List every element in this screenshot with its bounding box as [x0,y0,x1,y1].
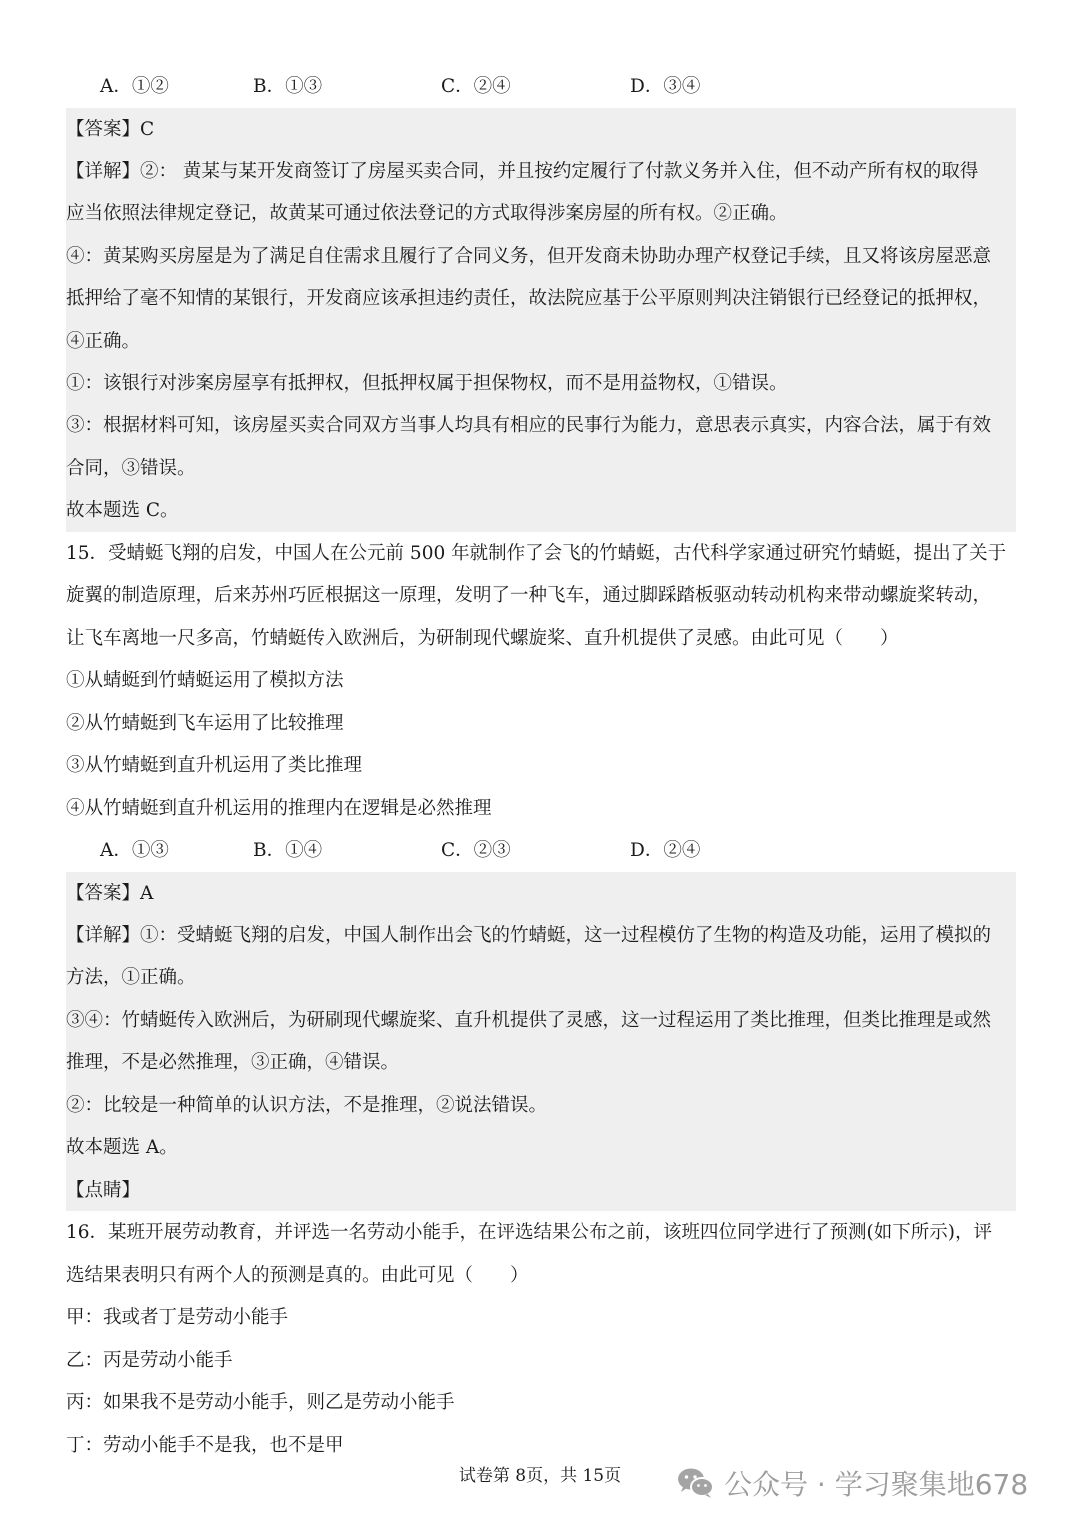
q16-stem-line: 选结果表明只有两个人的预测是真的。由此可见（ ） [66,1265,529,1286]
q14-options [0,74,1080,100]
q14-explanation-line: 【详解】②： 黄某与某开发商签订了房屋买卖合同，并且按约定履行了付款义务并入住，但不动产所有权的取得 [66,161,979,182]
q15-stem-line: 旋翼的制造原理，后来苏州巧匠根据这一原理，发明了一种飞车，通过脚踩踏板驱动转动机构来带动螺旋桨转动， [66,585,992,606]
q15-statement: ④从竹蜻蜓到直升机运用的推理内在逻辑是必然推理 [66,798,492,819]
answer-value: A [140,883,154,904]
q14-explanation-line: 应当依照法律规定登记，故黄某可通过依法登记的方式取得涉案房屋的所有权。②正确。 [66,203,788,224]
watermark-text: 公众号 · 学习聚集地678 [724,1468,1029,1501]
q15-comment-label: 【点睛】 [66,1180,141,1201]
q15-explanation-line: ③④：竹蜻蜓传入欧洲后，为研刷现代螺旋桨、直升机提供了灵感，这一过程运用了类比推理，但类比推理是或然 [66,1010,992,1031]
wechat-icon [676,1466,716,1500]
q15-stem-line: 让飞车离地一尺多高，竹蜻蜓传入欧洲后，为研制现代螺旋桨、直升机提供了灵感。由此可见（ ） [66,628,899,649]
q14-option-a: A．①② [100,76,169,97]
answer-value: C [140,119,155,140]
q16-statement: 甲：我或者丁是劳动小能手 [66,1307,289,1328]
q15-option-c: C．②③ [441,840,511,861]
q15-explanation-line: 推理，不是必然推理，③正确，④错误。 [66,1052,400,1073]
q16-stem-line: 16．某班开展劳动教育，并评选一名劳动小能手，在评选结果公布之前，该班四位同学进行了预测(如下所示)，评 [66,1222,992,1243]
q15-statement: ①从蜻蜓到竹蜻蜓运用了模拟方法 [66,670,344,691]
q15-explanation-line: 【详解】①：受蜻蜓飞翔的启发，中国人制作出会飞的竹蜻蜓，这一过程模仿了生物的构造及功能，运用了模拟的 [66,925,992,946]
q15-explanation-line: ②：比较是一种简单的认识方法，不是推理，②说法错误。 [66,1095,548,1116]
q15-statement: ②从竹蜻蜓到飞车运用了比较推理 [66,713,344,734]
q15-option-d: D．②④ [630,840,701,861]
q14-answer-line [66,117,1016,143]
answer-label: 【答案】 [66,119,141,140]
q15-option-a: A．①③ [100,840,169,861]
q15-answer-line [66,881,1016,907]
q15-stem-line: 15．受蜻蜓飞翔的启发，中国人在公元前 500 年就制作了会飞的竹蜻蜓，古代科学家通过研究竹蜻蜓，提出了关于 [66,543,1007,564]
page-footer: 试卷第 8页，共 15页 [458,1466,622,1486]
q15-option-b: B．①④ [253,840,323,861]
q14-explanation-line: ③：根据材料可知，该房屋买卖合同双方当事人均具有相应的民事行为能力，意思表示真实，内容合法，属于有效 [66,415,992,436]
q14-explanation-line: ④：黄某购买房屋是为了满足自住需求且履行了合同义务，但开发商未协助办理产权登记手续，且又将该房屋恶意 [66,246,992,267]
q16-statement: 丁：劳动小能手不是我，也不是甲 [66,1435,344,1456]
q14-explanation-line: ④正确。 [66,331,141,352]
detail-label: 【详解】 [66,925,141,946]
q14-option-c: C．②④ [441,76,511,97]
q14-conclusion: 故本题选 C。 [66,500,179,521]
q14-explanation-line: ①：该银行对涉案房屋享有抵押权，但抵押权属于担保物权，而不是用益物权，①错误。 [66,373,788,394]
watermark [676,1463,1028,1503]
detail-label: 【详解】 [66,161,141,182]
q14-option-b: B．①③ [253,76,323,97]
q15-explanation-line: 方法，①正确。 [66,967,196,988]
q14-explanation-line: 合同，③错误。 [66,458,196,479]
q15-options [0,838,1080,864]
q16-statement: 乙：丙是劳动小能手 [66,1350,233,1371]
q14-explanation-line: 抵押给了毫不知情的某银行，开发商应该承担违约责任，故法院应基于公平原则判决注销银行已经登记的抵押权， [66,288,992,309]
answer-label: 【答案】 [66,883,141,904]
q14-option-d: D．③④ [630,76,701,97]
q15-conclusion: 故本题选 A。 [66,1137,178,1158]
q15-statement: ③从竹蜻蜓到直升机运用了类比推理 [66,755,363,776]
q16-statement: 丙：如果我不是劳动小能手，则乙是劳动小能手 [66,1392,455,1413]
